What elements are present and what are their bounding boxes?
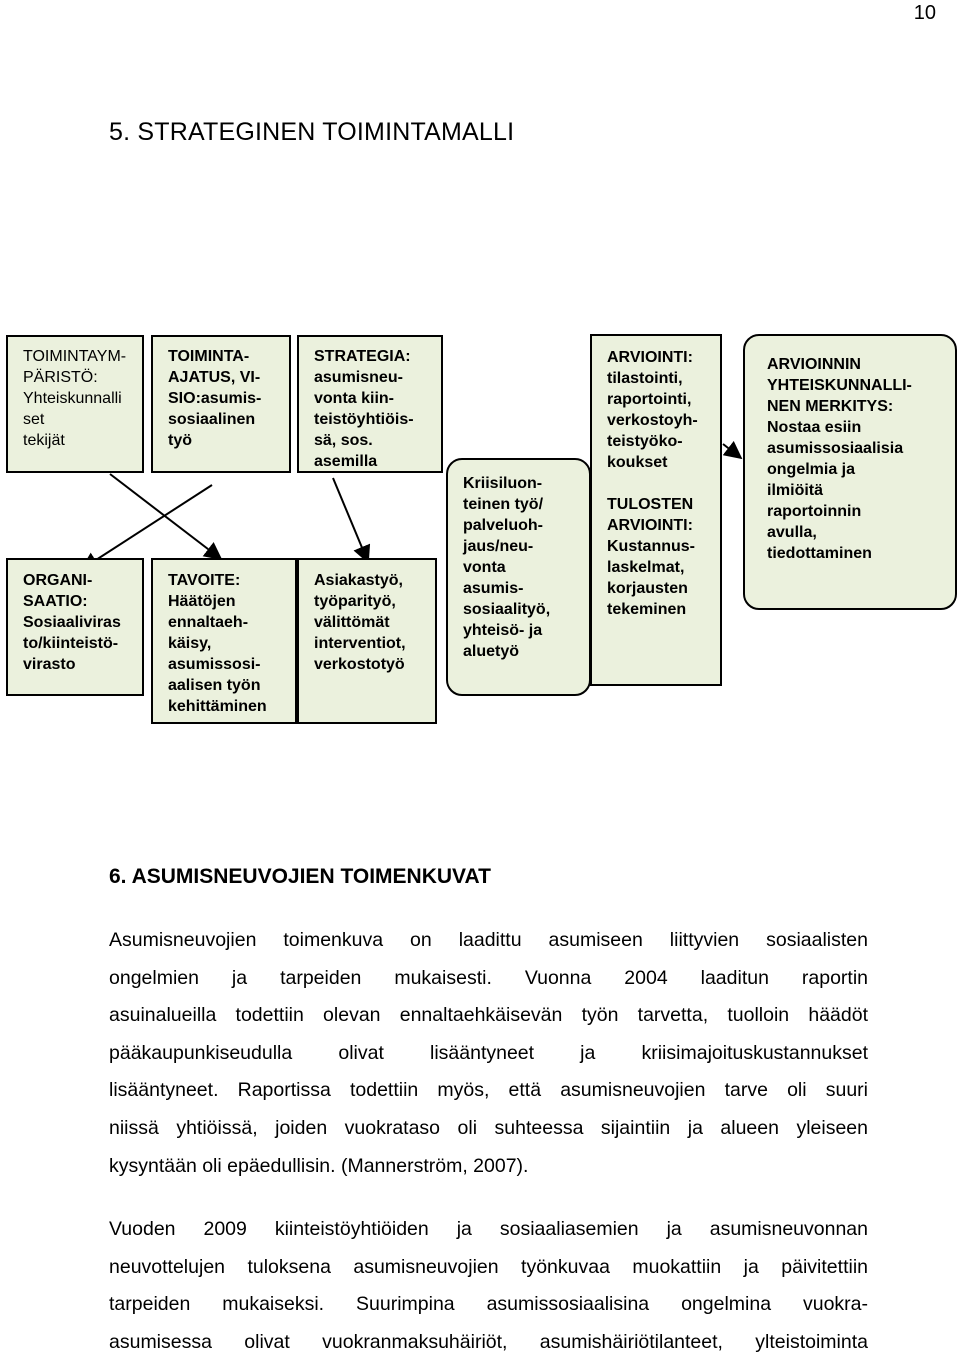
arvioinnin-merkitys-box: ARVIOINNIN YHTEISKUNNALLI- NEN MERKITYS: Nostaa esiin asumissosiaalisia ongelmia ja ilmiöitä raportoinnin avulla, tiedottaminen <box>743 334 957 610</box>
paragraph-2-line: Vuoden 2009 kiinteistöyhtiöiden ja sosiaaliasemien ja asumisneuvonnan <box>109 1218 868 1240</box>
paragraph-1-line: pääkaupunkiseudulla olivat lisääntyneet ja kriisimajoituskustannukset <box>109 1041 868 1064</box>
arrow-strategia-to-asiakastyo <box>333 478 368 562</box>
arrow-toimintaymparisto-to-tavoite <box>110 474 221 559</box>
paragraph-1-line: kysyntään oli epäedullisin. (Mannerström, 2007). <box>109 1154 529 1177</box>
paragraph-1-line: ongelmien ja tarpeiden mukaisesti. Vuonna 2004 laaditun raportin <box>109 966 868 989</box>
paragraph-2-line: neuvottelujen tuloksena asumisneuvojien työnkuvaa muokattiin ja päivitettiin <box>109 1255 868 1278</box>
paragraph-2-line: asumisessa olivat vuokranmaksuhäiriöt, asumishäiriötilanteet, ylteistoiminta <box>109 1330 868 1353</box>
tavoite-box: TAVOITE: Häätöjen ennaltaeh- käisy, asumissosi- aalisen työn kehittäminen <box>151 558 297 724</box>
section-6-heading: 6. ASUMISNEUVOJIEN TOIMENKUVAT <box>109 865 491 888</box>
asiakastyo-box: Asiakastyö, työparityö, välittömät interventiot, verkostotyö <box>297 558 437 724</box>
organisaatio-box: ORGANI- SAATIO: Sosiaaliviras to/kiinteistö- virasto <box>6 558 144 696</box>
toiminta-ajatus-box: TOIMINTA- AJATUS, VI- SIO:asumis- sosiaalinen työ <box>151 335 291 473</box>
paragraph-1 <box>109 922 868 1185</box>
paragraph-1-line: niissä yhtiöissä, joiden vuokrataso oli suhteessa sijaintiin ja alueen yleiseen <box>109 1116 868 1139</box>
toimintaymparisto-box: TOIMINTAYM- PÄRISTÖ: Yhteiskunnalli set tekijät <box>6 335 144 473</box>
page-number: 10 <box>913 2 936 24</box>
paragraph-1-line: asuinalueilla todettiin olevan ennaltaehkäisevän työn tarvetta, tuolloin häädöt <box>109 1004 868 1027</box>
paragraph-2-line: tarpeiden mukaiseksi. Suurimpina asumissosiaalisina ongelmina vuokra- <box>109 1293 868 1316</box>
arrow-arviointi-to-merkitys <box>723 444 741 458</box>
arviointi-box: ARVIOINTI: tilastointi, raportointi, verkostoyh- teistyöko- koukset TULOSTEN ARVIOINTI: Kustannus- laskelmat, korjausten tekeminen <box>590 334 722 686</box>
arrow-tavoite-to-organisaatio <box>82 485 212 569</box>
section-5-heading: 5. STRATEGINEN TOIMINTAMALLI <box>109 118 515 146</box>
paragraph-2 <box>109 1211 868 1361</box>
paragraph-1-line: Asumisneuvojien toimenkuva on laadittu asumiseen liittyvien sosiaalisten <box>109 929 868 951</box>
kriisi-box: Kriisiluon- teinen työ/ palveluoh- jaus/neu- vonta asumis- sosiaalityö, yhteisö- ja aluetyö <box>446 458 591 696</box>
strategia-box: STRATEGIA: asumisneu- vonta kiin- teistöyhtiöis- sä, sos. asemilla <box>297 335 443 473</box>
paragraph-1-line: lisääntyneet. Raportissa todettiin myös, että asumisneuvojien tarve oli suuri <box>109 1079 868 1102</box>
